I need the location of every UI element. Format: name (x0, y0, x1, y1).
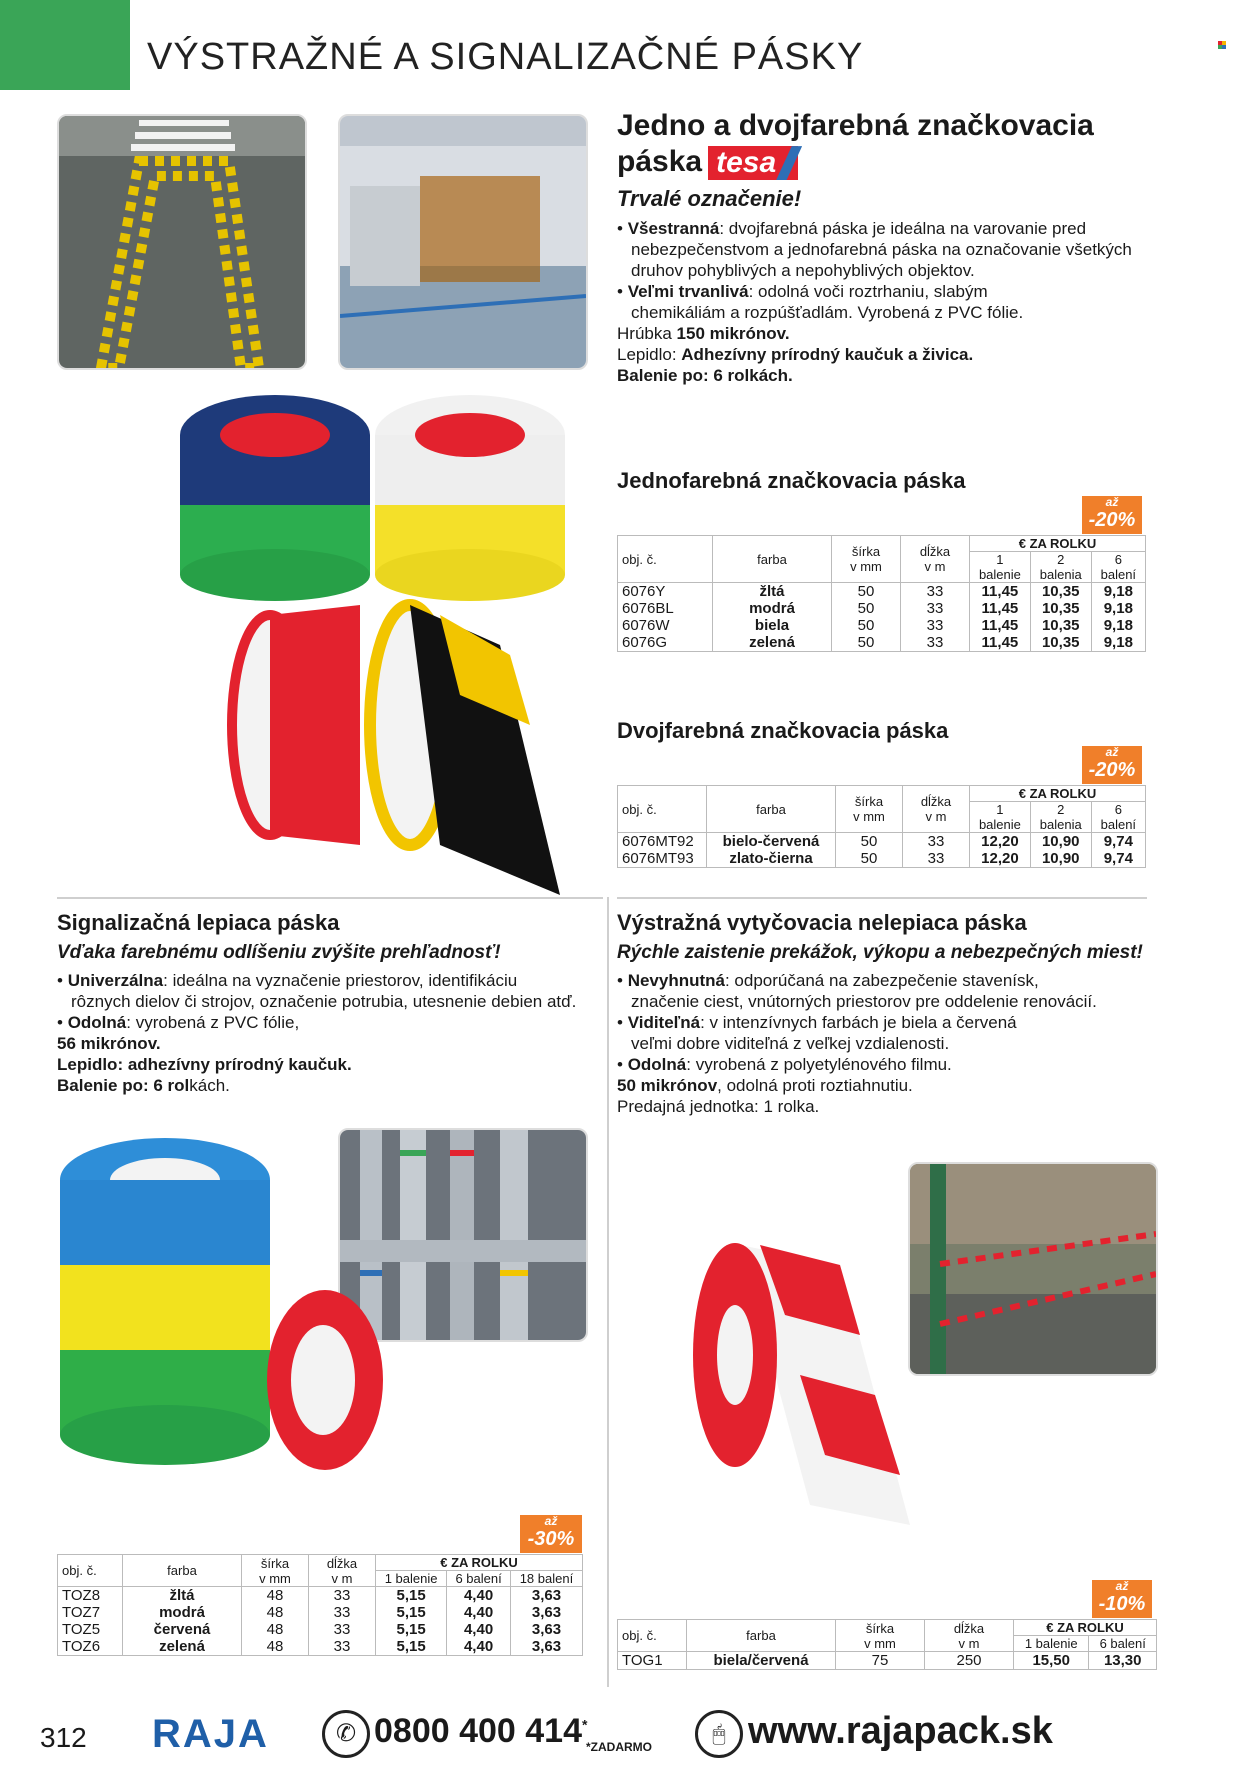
raja-logo: RAJA (152, 1712, 269, 1756)
warning-subtitle: Rýchle zaistenie prekážok, výkopu a nebezpečných miest! (617, 942, 1143, 963)
mouse-icon: 🖱 (695, 1710, 743, 1758)
header-green-bar (0, 0, 130, 90)
table-row: TOZ5 červená 48 33 5,15 4,40 3,63 (58, 1621, 583, 1638)
single-discount-badge: až -20% (1082, 496, 1142, 534)
website-link[interactable]: www.rajapack.sk (748, 1710, 1053, 1752)
table-row: TOG1 biela/červená 75 250 15,50 13,30 (618, 1652, 1157, 1670)
tesa-tape-rolls-image (180, 395, 580, 895)
double-discount-badge: až -20% (1082, 746, 1142, 784)
warning-table: obj. č. farba šírka v mm dĺžka v m € ZA ROLKU 1 balenie 6 balení TOG1 biela/červená 75 250 15,50 13,30 (617, 1619, 1157, 1670)
table-row: TOZ6 zelená 48 33 5,15 4,40 3,63 (58, 1638, 583, 1656)
tesa-product-info: Jedno a dvojfarebná značkovacia páska tesa Trvalé označenie! • Všestranná: dvojfarebná páska je ideálna na varovanie pred nebezpečenstvom a jednofarebná páska na označovanie všetkých druhov pohyblivých a nepohyblivých objektov. • Veľmi trvanlivá: odolná voči roztrhaniu, slabým chemikáliám a rozpúšťadlám. Vyrobená z PVC fólie. Hrúbka 150 mikrónov. Lepidlo: Adhezívny prírodný kaučuk a živica. Balenie po: 6 rolkách. (617, 108, 1217, 386)
signal-table: obj. č. farba šírka v mm dĺžka v m € ZA ROLKU 1 balenie 6 balení 18 balení TOZ8 žltá 48 33 5,15 4,40 3,63 TOZ7 modrá 48 33 5,15 4,40 3,63 TOZ5 červená 48 33 5,15 4,40 3,63 TOZ6 zelená 48 33 5,15 4,40 3,63 (57, 1554, 583, 1656)
warning-discount-badge: až -10% (1092, 1580, 1152, 1618)
table-row: TOZ7 modrá 48 33 5,15 4,40 3,63 (58, 1604, 583, 1621)
single-table: obj. č. farba šírka v mm dĺžka v m € ZA ROLKU 1 balenie 2 balenia 6 balení 6076Y žltá 50 33 11,45 10,35 9,18 6076BL modrá 50 33 11,45 10,35 9,18 6076W biela 50 33 11,45 10,35 9,18 6076G zelená 50 33 11,45 10,35 9,18 (617, 535, 1146, 652)
table-row: 6076MT93 zlato-čierna 50 33 12,20 10,90 9,74 (618, 850, 1146, 868)
signal-discount-badge: až -30% (520, 1515, 582, 1553)
table-row: 6076MT92 bielo-červená 50 33 12,20 10,90 9,74 (618, 833, 1146, 851)
signal-title: Signalizačná lepiaca páska (57, 910, 340, 935)
tesa-logo: tesa (708, 146, 798, 180)
brand-mark-icon (1218, 36, 1226, 44)
warning-info: Výstražná vytyčovacia nelepiaca páska Rýchle zaistenie prekážok, výkopu a nebezpečných miest! • Nevyhnutná: odporúčaná na zabezpečenie stavenísk, značenie ciest, vnútorných priestorov pre oddelenie renovácií. • Viditeľná: v intenzívnych farbách je biela a červená veľmi dobre viditeľná z veľkej vzdialenosti. • Odolná: vyrobená z polyetylénového filmu. 50 mikrónov, odolná proti roztiahnutiu. Predajná jednotka: 1 rolka. (617, 910, 1217, 1117)
signal-subtitle: Vďaka farebnému odlíšeniu zvýšite prehľadnosť! (57, 942, 501, 963)
tesa-product-title: Jedno a dvojfarebná značkovacia páska tesa (617, 109, 1094, 180)
free-note: *ZADARMO (586, 1740, 652, 1754)
double-table-title: Dvojfarebná značkovacia páska (617, 718, 949, 743)
divider (617, 897, 1147, 899)
warning-title: Výstražná vytyčovacia nelepiaca páska (617, 910, 1027, 935)
table-row: 6076W biela 50 33 11,45 10,35 9,18 (618, 617, 1146, 634)
single-table-title: Jednofarebná značkovacia páska (617, 468, 966, 493)
table-row: TOZ8 žltá 48 33 5,15 4,40 3,63 (58, 1587, 583, 1605)
signal-tape-rolls-image (55, 1135, 415, 1495)
phone-icon: ✆ (322, 1710, 370, 1758)
table-row: 6076Y žltá 50 33 11,45 10,35 9,18 (618, 583, 1146, 601)
divider (57, 897, 603, 899)
table-row: 6076G zelená 50 33 11,45 10,35 9,18 (618, 634, 1146, 652)
double-table: obj. č. farba šírka v mm dĺžka v m € ZA ROLKU 1 balenie 2 balenia 6 balení 6076MT92 bielo-červená 50 33 12,20 10,90 9,74 6076MT93 zlato-čierna 50 33 12,20 10,90 9,74 (617, 785, 1146, 868)
warning-tape-roll-image (690, 1225, 920, 1525)
tesa-subtitle: Trvalé označenie! (617, 186, 802, 212)
table-row: 6076BL modrá 50 33 11,45 10,35 9,18 (618, 600, 1146, 617)
vertical-divider (607, 897, 609, 1687)
barrier-tape-photo (908, 1162, 1158, 1376)
page-number: 312 (40, 1722, 87, 1753)
warehouse-photo (338, 114, 588, 370)
floor-marking-photo (57, 114, 307, 370)
phone-number[interactable]: 0800 400 414* (374, 1712, 588, 1750)
signal-info: Signalizačná lepiaca páska Vďaka farebnému odlíšeniu zvýšite prehľadnosť! • Univerzálna: ideálna na vyznačenie priestorov, identifikáciu rôznych dielov či strojov, označenie potrubia, utesnenie debien atď. • Odolná: vyrobená z PVC fólie, 56 mikrónov. Lepidlo: adhezívny prírodný kaučuk. Balenie po: 6 rolkách. (57, 910, 602, 1096)
page-title: VÝSTRAŽNÉ A SIGNALIZAČNÉ PÁSKY (147, 36, 864, 78)
